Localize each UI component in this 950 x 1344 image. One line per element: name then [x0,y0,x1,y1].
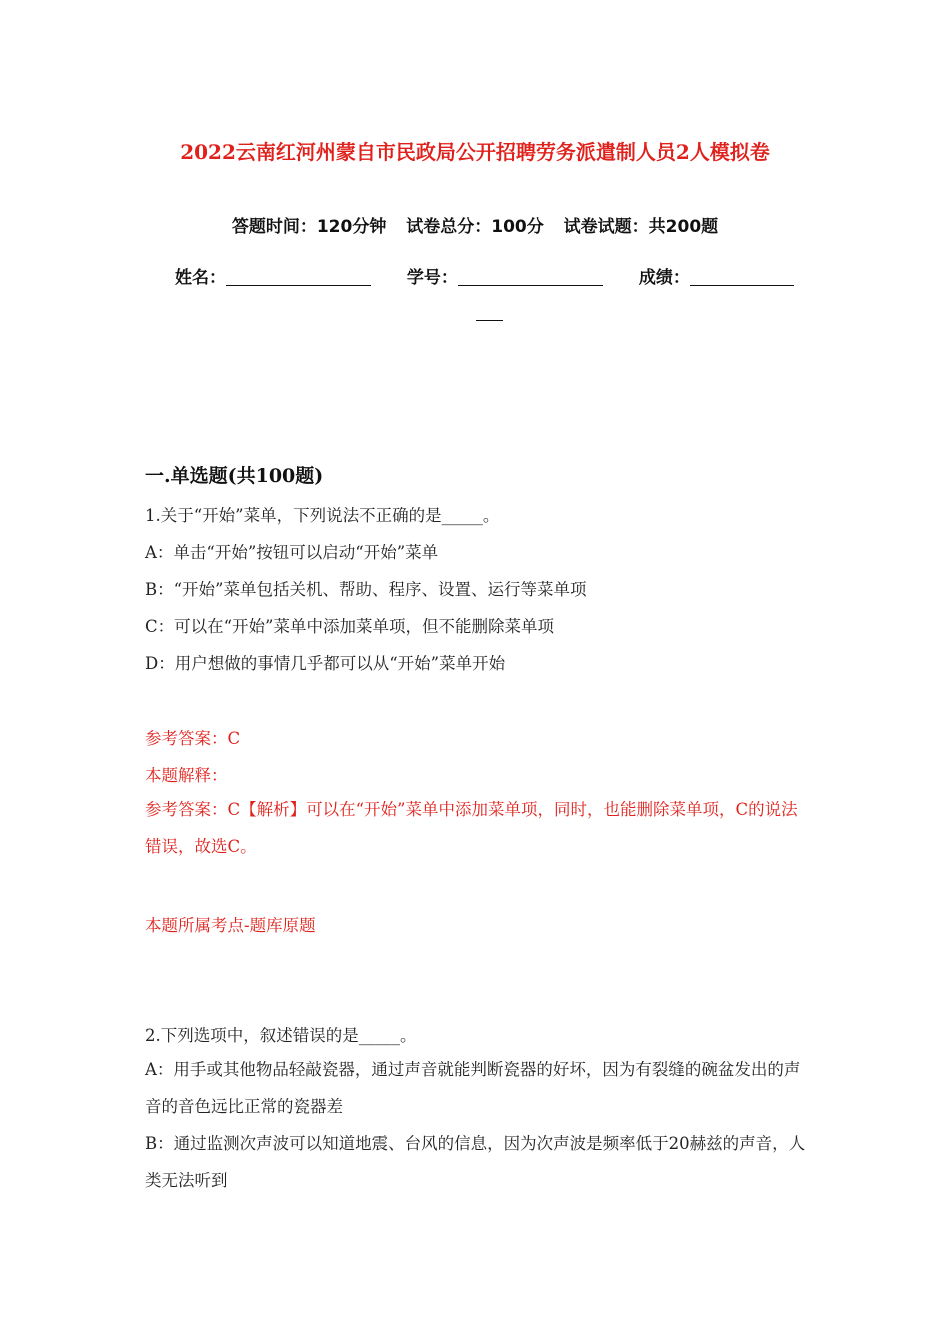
name-field [175,263,371,288]
score-blank-continuation [476,302,503,321]
section-heading: 一.单选题(共100题) [145,465,324,487]
exam-meta [0,212,950,237]
exam-title: 2022云南红河州蒙自市民政局公开招聘劳务派遣制人员2人模拟卷 [180,140,770,164]
name-label: 姓名： [175,268,226,288]
q1-option-a: A：单击“开始”按钮可以启动“开始”菜单 [145,543,439,562]
name-blank[interactable] [226,267,371,286]
id-field [407,263,603,288]
id-blank[interactable] [458,267,603,286]
q1-explain-label: 本题解释： [145,766,228,785]
exam-total-questions: 试卷试题：共200题 [563,217,719,237]
score-label: 成绩： [638,268,690,288]
q1-option-d: D：用户想做的事情几乎都可以从“开始”菜单开始 [145,654,506,673]
id-label: 学号： [406,268,458,288]
q1-answer: 参考答案：C [145,729,241,748]
q1-source: 本题所属考点-题库原题 [145,916,316,935]
score-field [639,263,794,288]
q2-option-b: B：通过监测次声波可以知道地震、台风的信息，因为次声波是频率低于20赫兹的声音，人类无法听到 [145,1134,806,1190]
student-fields [175,263,815,288]
q2-stem: 2.下列选项中，叙述错误的是_____。 [145,1026,417,1045]
q2-option-a: A：用手或其他物品轻敲瓷器，通过声音就能判断瓷器的好坏，因为有裂缝的碗盆发出的声音的音色远比正常的瓷器差 [145,1060,801,1116]
exam-time: 答题时间：120分钟 [231,217,387,237]
exam-total-score: 试卷总分：100分 [406,217,544,237]
q1-option-c: C：可以在“开始”菜单中添加菜单项，但不能删除菜单项 [145,617,554,636]
q1-explanation: 参考答案：C【解析】可以在“开始”菜单中添加菜单项，同时，也能删除菜单项，C的说法错误，故选C。 [145,800,798,856]
score-blank[interactable] [690,267,794,286]
q1-option-b: B：“开始”菜单包括关机、帮助、程序、设置、运行等菜单项 [145,580,587,599]
q1-stem: 1.关于“开始”菜单，下列说法不正确的是_____。 [145,506,500,525]
